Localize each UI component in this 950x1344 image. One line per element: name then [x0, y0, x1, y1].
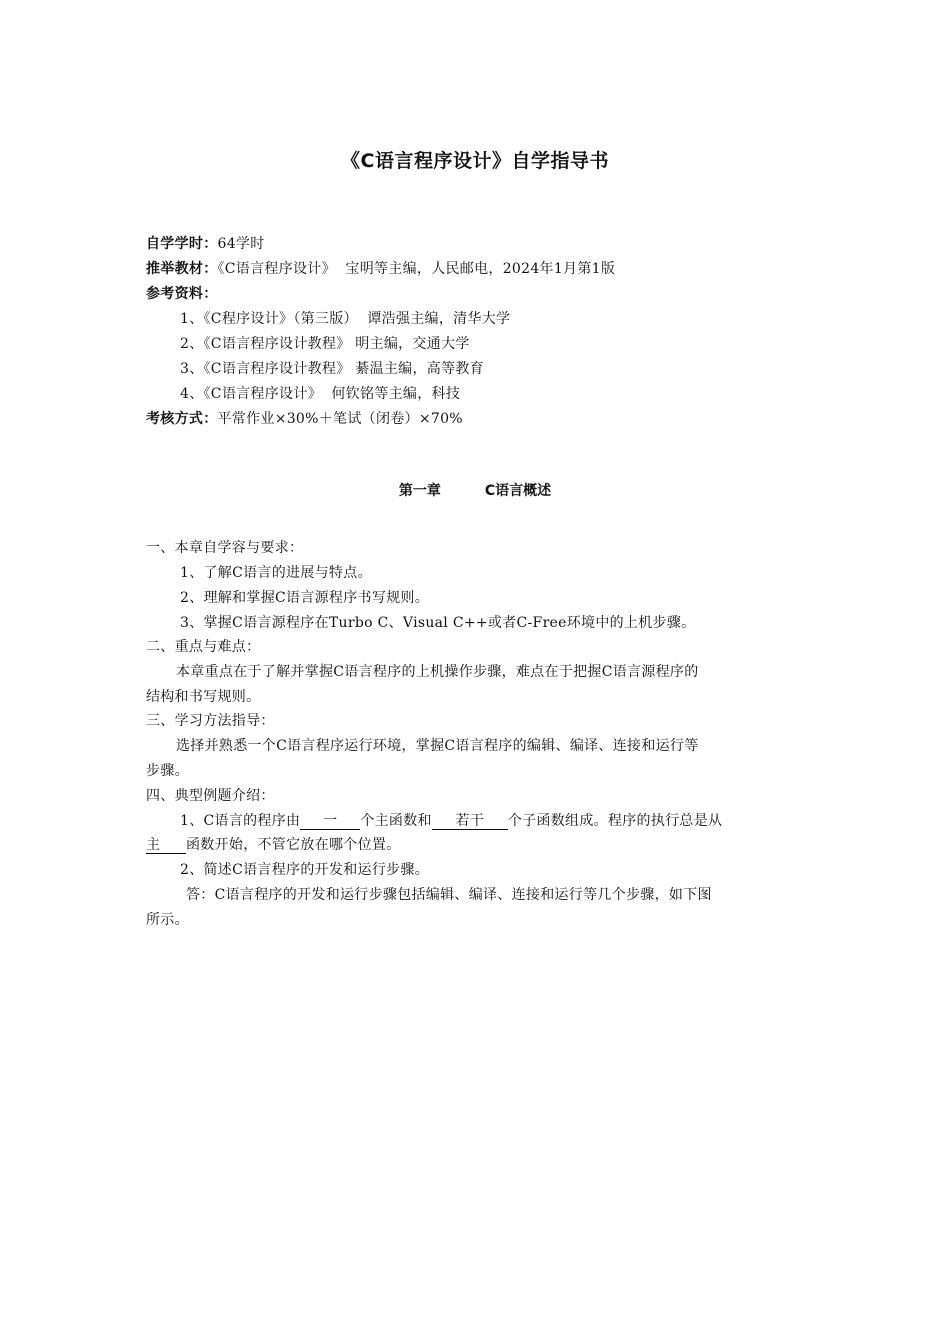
- example-2-question: 2、简述C语言程序的开发和运行步骤。: [180, 862, 430, 878]
- assessment-line: [146, 409, 463, 429]
- fill-blank-answer: 一: [300, 813, 360, 830]
- textbook-line: [146, 259, 615, 279]
- study-hours-value: 64学时: [217, 236, 265, 252]
- paragraph-line: 结构和书写规则。: [146, 689, 261, 705]
- chapter-heading: [0, 480, 950, 500]
- paragraph-line: 步骤。: [146, 763, 189, 779]
- example-1-prefix: 1、C语言的程序由: [180, 813, 301, 829]
- paragraph-line: 选择并熟悉一个C语言程序运行环境，掌握C语言程序的编辑、编译、连接和运行等: [176, 738, 699, 754]
- fill-blank-answer: 主: [146, 837, 186, 854]
- fill-blank-answer: 若干: [432, 813, 508, 830]
- references-line: [146, 284, 218, 304]
- study-hours-line: [146, 234, 265, 254]
- list-item: 3、掌握C语言源程序在Turbo C、Visual C++或者C-Free环境中的上机步骤。: [180, 615, 696, 631]
- study-hours-label: 自学学时：: [146, 236, 218, 252]
- reference-item: 1、《C程序设计》（第三版） 谭浩强主编，清华大学: [180, 311, 511, 327]
- references-label: 参考资料：: [146, 286, 218, 302]
- paragraph-line: 本章重点在于了解并掌握C语言程序的上机操作步骤，难点在于把握C语言源程序的: [176, 664, 699, 680]
- example-1-line2: [146, 835, 401, 855]
- textbook-value: 《C语言程序设计》 宝明等主编，人民邮电，2024年1月第1版: [217, 261, 616, 277]
- reference-item: 3、《C语言程序设计教程》 綦温主编，高等教育: [180, 361, 484, 377]
- section-heading: 三、学习方法指导：: [146, 713, 275, 729]
- example-1-mid: 个主函数和: [360, 813, 432, 829]
- example-1-rest: 函数开始，不管它放在哪个位置。: [186, 837, 401, 853]
- chapter-number: 第一章: [398, 483, 441, 499]
- example-1-suffix: 个子函数组成。程序的执行总是从: [507, 813, 723, 829]
- answer-line: 答：C语言程序的开发和运行步骤包括编辑、编译、连接和运行等几个步骤，如下图: [186, 887, 712, 903]
- assessment-value: 平常作业×30%＋笔试（闭卷）×70%: [217, 411, 463, 427]
- reference-item: 4、《C语言程序设计》 何钦铭等主编，科技: [180, 386, 461, 402]
- section-heading: 二、重点与难点：: [146, 639, 261, 655]
- list-item: 2、理解和掌握C语言源程序书写规则。: [180, 590, 430, 606]
- document-title: 《C语言程序设计》自学指导书: [341, 150, 609, 172]
- list-item: 1、了解C语言的进展与特点。: [180, 565, 372, 581]
- textbook-label: 推举教材：: [146, 261, 218, 277]
- section-heading: 四、典型例题介绍：: [146, 788, 275, 804]
- chapter-name: C语言概述: [484, 483, 552, 499]
- answer-line: 所示。: [146, 912, 189, 928]
- reference-item: 2、《C语言程序设计教程》 明主编，交通大学: [180, 336, 470, 352]
- example-1-line: [180, 811, 722, 831]
- section-heading: 一、本章自学容与要求：: [146, 540, 304, 556]
- assessment-label: 考核方式：: [146, 411, 218, 427]
